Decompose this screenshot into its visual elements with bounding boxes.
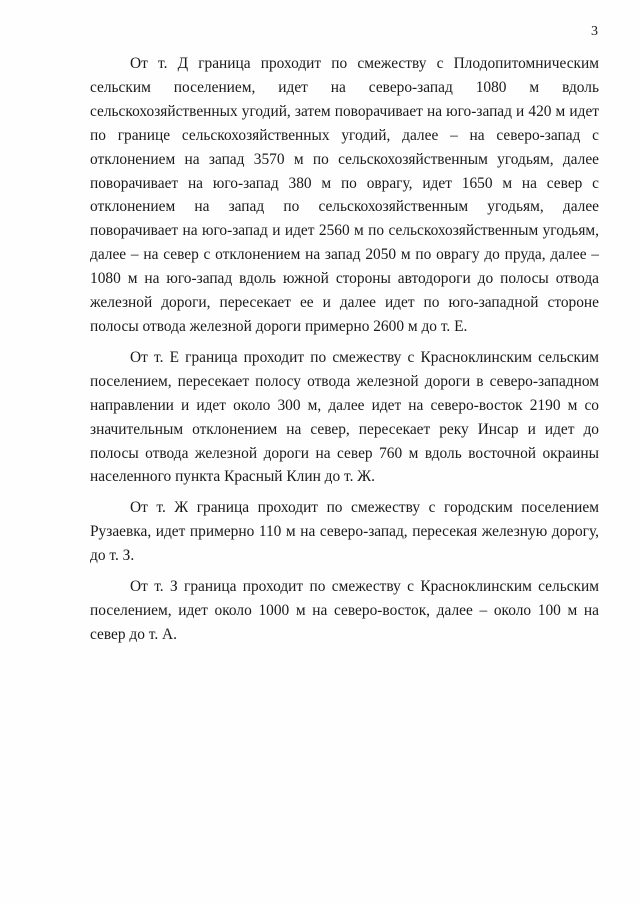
page-number: 3 <box>591 24 598 39</box>
paragraph-point-z: От т. З граница проходит по смежеству с Красноклинским сельским поселением, идет около 1000 м на северо-восток, далее – около 100 м на север до т. А. <box>90 578 599 643</box>
paragraph-point-d: От т. Д граница проходит по смежеству с Плодопитомническим сельским поселением, идет на северо-запад 1080 м вдоль сельскохозяйственных угодий, затем поворачивает на юго-запад и 420 м идет по границе сельскохозяйственных угодий, далее – на северо-запад с отклонением на запад 3570 м по сельскохозяйственным угодьям, далее поворачивает на юго-запад 380 м по оврагу, идет 1650 м на север с отклонением на запад по сельскохозяйственным угодьям, далее поворачивает на юго-запад и идет 2560 м по сельскохозяйственным угодьям, далее – на север с отклонением на запад 2050 м по оврагу до пруда, далее – 1080 м на юго-запад вдоль южной стороны автодороги до полосы отвода железной дороги, пересекает ее и далее идет по юго-западной стороне полосы отвода железной дороги примерно 2600 м до т. Е. <box>90 55 599 335</box>
paragraph-point-e: От т. Е граница проходит по смежеству с Красноклинским сельским поселением, пересекает полосу отвода железной дороги в северо-западном направлении и идет около 300 м, далее идет на северо-восток 2190 м со значительным отклонением на север, пересекает реку Инсар и идет до полосы отвода железной дороги на север 760 м вдоль восточной окраины населенного пункта Красный Клин до т. Ж. <box>90 348 599 486</box>
document-body <box>90 52 599 654</box>
paragraph-point-zh: От т. Ж граница проходит по смежеству с городским поселением Рузаевка, идет примерно 110 м на северо-запад, пересекая железную дорогу, до т. З. <box>90 499 599 565</box>
